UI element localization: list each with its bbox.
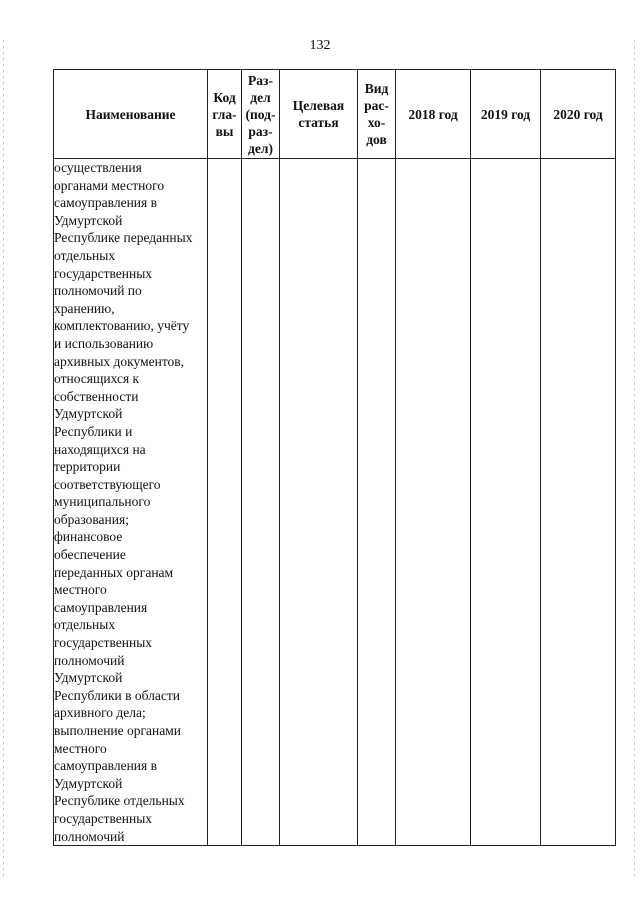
header-expense-type: Вид рас- хо- дов bbox=[358, 70, 396, 159]
header-year-2019: 2019 год bbox=[471, 70, 541, 159]
cell-year-2020 bbox=[541, 159, 616, 846]
cell-chapter-code bbox=[208, 159, 242, 846]
cell-year-2018 bbox=[396, 159, 471, 846]
cell-expense-type bbox=[358, 159, 396, 846]
page-number: 132 bbox=[309, 38, 331, 53]
header-chapter-code: Код гла- вы bbox=[208, 70, 242, 159]
header-section: Раз- дел (под- раз- дел) bbox=[242, 70, 280, 159]
scan-edge-left bbox=[3, 40, 4, 880]
header-year-2018: 2018 год bbox=[396, 70, 471, 159]
table-row bbox=[54, 159, 616, 846]
scan-edge-right bbox=[634, 40, 635, 880]
cell-year-2019 bbox=[471, 159, 541, 846]
header-name: Наименование bbox=[54, 70, 208, 159]
table-header-row bbox=[54, 70, 616, 159]
cell-name: осуществления органами местного самоуправления в Удмуртской Республике переданных отдельных государственных полномочий по хранению, комплектованию, учёту и использованию архивных документов, относящихся к собственности Удмуртской Республики и находящихся на территории соответствующего муниципального образования; финансовое обеспечение переданных органам местного самоуправления отдельных государственных полномочий Удмуртской Республики в области архивного дела; выполнение органами местного самоуправления в Удмуртской Республике отдельных государственных полномочий bbox=[54, 159, 208, 846]
cell-target-article bbox=[280, 159, 358, 846]
header-target-article: Целевая статья bbox=[280, 70, 358, 159]
budget-table bbox=[53, 69, 616, 846]
header-year-2020: 2020 год bbox=[541, 70, 616, 159]
cell-section bbox=[242, 159, 280, 846]
